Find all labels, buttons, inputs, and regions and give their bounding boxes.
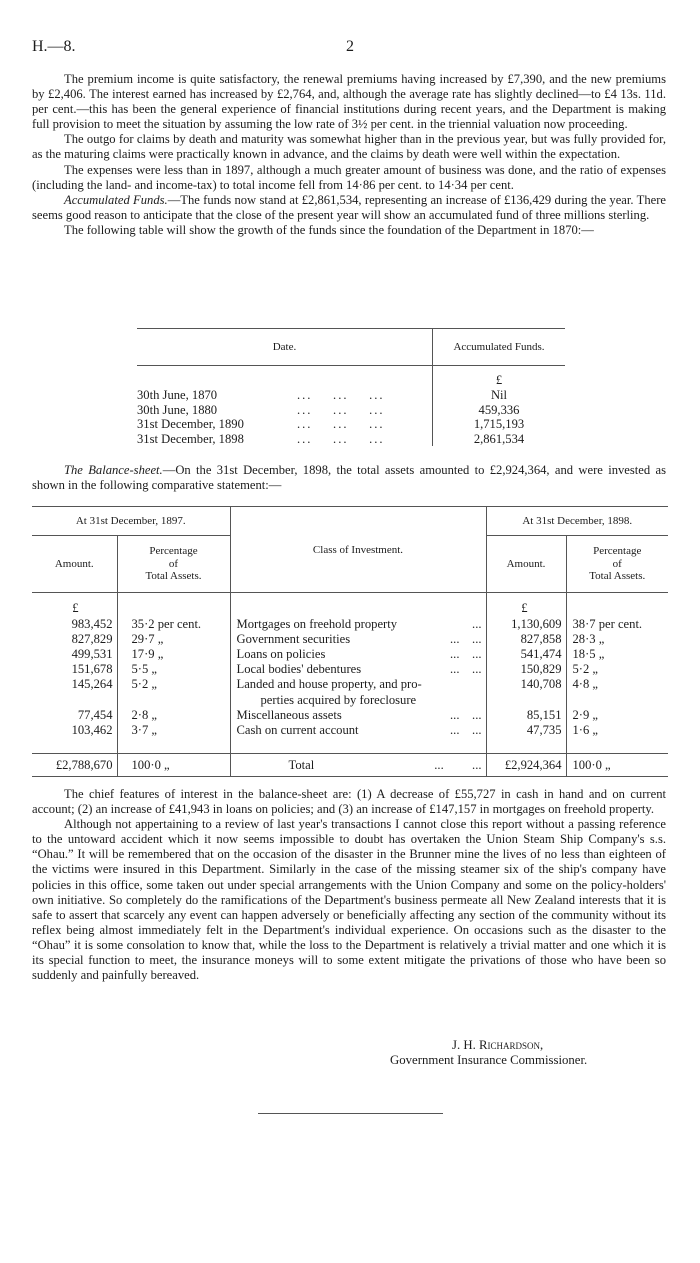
investment-class: Landed and house property, and pro- [230, 677, 486, 692]
percentage-1897: 5·5 „ [117, 662, 230, 677]
percentage-1897: 2·8 „ [117, 708, 230, 723]
paragraph-chief-features: The chief features of interest in the balance-sheet are: (1) A decrease of £55,727 in cash in hand and on current account; (2) an increase of £41,943 in loans on policies; and (3) an increase of £147,157 in mortgages on freehold property. [32, 787, 666, 817]
paragraph-expenses: The expenses were less than in 1897, although a much greater amount of business was done, and the ratio of expenses (including the land- and income-tax) to total income fell from 14·86 per cent. to 14·34 per cent. [32, 162, 666, 192]
investment-class: Loans on policies ... ... [230, 647, 486, 662]
table-row [32, 693, 668, 708]
funds-date: 30th June, 1880 [137, 402, 218, 417]
accumulated-funds-text: —The funds now stand at £2,861,534, representing an increase of £136,429 during the year. There seems good reason to anticipate that the close of the present year will show an accumulated fund of three millions sterling. [32, 192, 666, 222]
amount-1898: 140,708 [486, 677, 566, 692]
amount-1897: 77,454 [77, 707, 113, 722]
table-row: 30th June, 1870 ... ... ... Nil [137, 388, 565, 403]
paragraph-claims-outgo: The outgo for claims by death and maturity was somewhat higher than in the previous year, but was fully provided for, as the maturing claims were practically known in advance, and the claims by death were well within the expectation. [32, 132, 666, 162]
balance-sheet-text: —On the 31st December, 1898, the total assets amounted to £2,924,364, and were invested as shown in the following comparative statement:— [32, 463, 667, 493]
total-1898: £2,924,364 [486, 754, 566, 777]
paragraph-premium-income: The premium income is quite satisfactory, the renewal premiums having increased by £7,390, and the new premiums by £2,406. The interest earned has increased by £2,764, and, although the average rate has slightly declined—to £4 13s. 11d. per cent.—this has been the general experience of financial institutions during recent years, and the Department is making full provision to meet the situation by assuming the low rate of 3½ per cent. in the triennial valuation now proceeding. [32, 72, 666, 132]
amount-1897: 103,462 [71, 722, 113, 737]
amount-1898: 85,151 [486, 708, 566, 723]
page-number: 2 [346, 38, 354, 55]
amount-header-1898: Amount. [486, 536, 566, 593]
total-percentage-1897: 100·0 „ [117, 754, 230, 777]
percentage-1897: 17·9 „ [117, 647, 230, 662]
amount-1898: 827,858 [486, 632, 566, 647]
funds-value: Nil [433, 388, 566, 403]
class-of-investment-header: Class of Investment. [230, 507, 486, 593]
total-label: Total ... ... [230, 754, 486, 777]
percentage-1898: 18·5 „ [566, 647, 668, 662]
paragraph-ohau: Although not appertaining to a review of last year's transactions I cannot close this report without a passing reference to the untoward accident which it now seems impossible to doubt has overtaken the Union Steam Ship Company's s.s. “Ohau.” It will be remembered that on the occasion of the disaster in the Brunner mine the lives of no less than eighteen of the victims were insured in this Department. Similarly in the case of the missing steamer six of the ship's company have policies in this office, some taken out under special arrangements with the Union Company and some on the policy-holders' own initiative. So completely do the ramifications of the Department's business permeate all New Zealand interests that it is safe to assert that scarcely any event can happen adversely or beneficially affecting any section of the community without its reflex being almost immediately felt in the Department's individual experience. On occasions such as the disaster to the “Ohau” it is some consolation to know that, while the loss to the Department is relatively a trivial matter and one which it is its special function to meet, the insurance moneys will to some extent mitigate the privations of those who have been so suddenly and painfully bereaved. [32, 817, 666, 983]
paragraph-balance-sheet [32, 463, 666, 493]
amount-1897: 145,264 [71, 677, 113, 692]
total-1897: £2,788,670 [32, 754, 117, 777]
table-row [32, 632, 668, 647]
percentage-1898: 4·8 „ [566, 677, 668, 692]
percentage-1897: 29·7 „ [117, 632, 230, 647]
report-reference: H.—8. [32, 38, 76, 55]
amount-header-1897: Amount. [32, 536, 117, 593]
total-row [32, 754, 668, 777]
funds-table-currency: £ [433, 366, 566, 389]
table-row [32, 708, 668, 723]
amount-1898: 47,735 [486, 723, 566, 738]
amount-1897: 499,531 [71, 646, 113, 661]
investment-class-continued: perties acquired by foreclosure [230, 693, 486, 708]
table-row [32, 617, 668, 632]
investment-class: Government securities ... ... [230, 632, 486, 647]
funds-value: 459,336 [433, 403, 566, 418]
currency-1898: £ [486, 593, 566, 617]
investment-class: Local bodies' debentures ... ... [230, 662, 486, 677]
paragraph-table-intro: The following table will show the growth of the funds since the foundation of the Department in 1870:— [64, 222, 594, 237]
table-row [32, 723, 668, 738]
investment-class: Mortgages on freehold property ... [230, 617, 486, 632]
investment-class: Cash on current account ... ... [230, 723, 486, 738]
signature-block [390, 1038, 587, 1068]
percentage-1897: 3·7 „ [117, 723, 230, 738]
signatory-name: J. H. Richardson, [452, 1038, 544, 1052]
percentage-1898: 38·7 per cent. [566, 617, 668, 632]
table-row: 31st December, 1890 ... ... ... 1,715,193 [137, 417, 565, 432]
investment-class: Miscellaneous assets ... ... [230, 708, 486, 723]
funds-value: 1,715,193 [433, 417, 566, 432]
paragraph-accumulated-funds [32, 193, 666, 223]
intro-paragraphs [32, 72, 666, 238]
table-row [32, 647, 668, 662]
funds-date: 31st December, 1898 [137, 431, 244, 446]
percentage-header-1898: Percentage of Total Assets. [566, 536, 668, 593]
percentage-1898: 1·6 „ [566, 723, 668, 738]
amount-1897: 983,452 [71, 616, 113, 631]
table-row [32, 662, 668, 677]
page-header [32, 38, 668, 58]
table-row: 30th June, 1880 ... ... ... 459,336 [137, 403, 565, 418]
closing-rule [258, 1113, 443, 1114]
amount-1897: 151,678 [71, 662, 113, 677]
balance-sheet-heading: The Balance-sheet. [64, 463, 163, 477]
funds-growth-table [137, 328, 565, 446]
amount-1898: 541,474 [486, 647, 566, 662]
total-percentage-1898: 100·0 „ [566, 754, 668, 777]
funds-date: 30th June, 1870 [137, 388, 218, 402]
funds-table-date-header: Date. [137, 329, 433, 366]
percentage-1898: 2·9 „ [566, 708, 668, 723]
accumulated-funds-heading: Accumulated Funds. [64, 192, 168, 207]
table-row: 31st December, 1898 ... ... ... 2,861,534 [137, 432, 565, 447]
funds-date: 31st December, 1890 [137, 417, 244, 432]
funds-value: 2,861,534 [433, 432, 566, 447]
table-row [32, 677, 668, 692]
percentage-header-1897: Percentage of Total Assets. [117, 536, 230, 593]
group-header-1898: At 31st December, 1898. [486, 507, 668, 536]
funds-table-funds-header: Accumulated Funds. [433, 329, 566, 366]
amount-1898: 1,130,609 [486, 617, 566, 632]
currency-1897: £ [72, 601, 79, 616]
percentage-1897: 35·2 per cent. [117, 617, 230, 632]
amount-1897: 827,829 [71, 631, 113, 646]
amount-1898: 150,829 [486, 662, 566, 677]
investment-comparison-table [32, 506, 668, 777]
closing-paragraphs [32, 787, 666, 983]
group-header-1897: At 31st December, 1897. [32, 507, 230, 536]
percentage-1898: 5·2 „ [566, 662, 668, 677]
percentage-1898: 28·3 „ [566, 632, 668, 647]
balance-sheet-intro [32, 463, 666, 493]
signatory-title: Government Insurance Commissioner. [390, 1053, 588, 1067]
percentage-1897: 5·2 „ [117, 677, 230, 692]
